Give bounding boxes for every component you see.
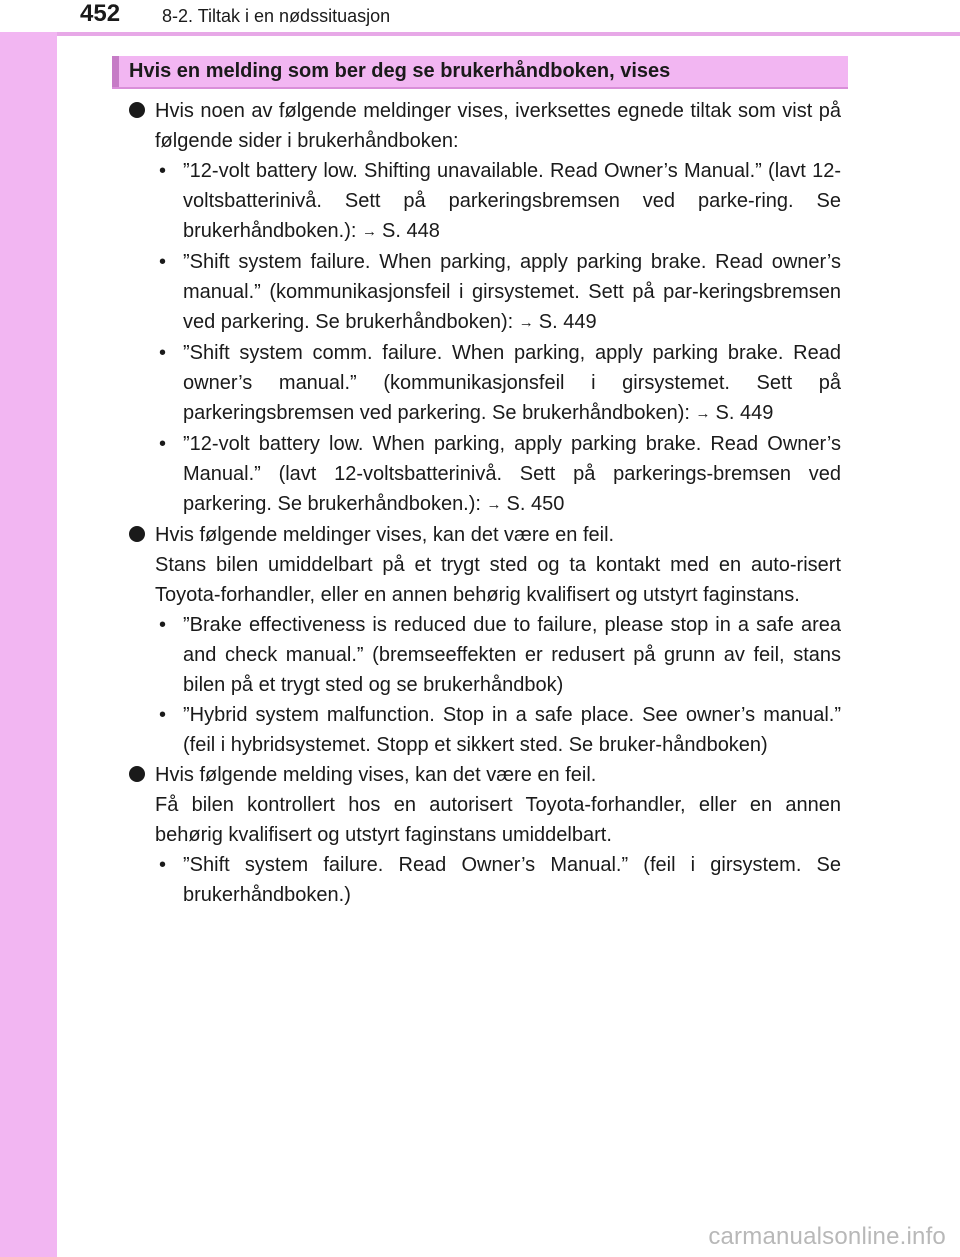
bullet-block-1 xyxy=(128,96,841,520)
list-bullet-icon: • xyxy=(159,160,167,182)
list-item-text: ”Shift system failure. When parking, apply parking brake. Read owner’s manual.” (kommunikasjonsfeil i girsystemet. Sett på par-keringsbremsen ved parkering. Se brukerhåndboken): xyxy=(183,251,841,333)
main-content xyxy=(128,96,841,910)
page-reference[interactable]: S. 450 xyxy=(506,493,565,515)
list-item-text: ”Shift system failure. Read Owner’s Manual.” (feil i girsystem. Se brukerhåndboken.) xyxy=(183,854,841,906)
list-bullet-icon: • xyxy=(159,614,167,636)
block-detail: Stans bilen umiddelbart på et trygt sted og ta kontakt med en auto-risert Toyota-forhandler, eller en annen behørig kvalifisert og utstyrt faginstans. xyxy=(155,554,841,606)
page-number: 452 xyxy=(0,0,140,32)
list-bullet-icon: • xyxy=(159,704,167,726)
title-banner-text: Hvis en melding som ber deg se brukerhåndboken, vises xyxy=(129,60,671,82)
list-item-text: ”Shift system comm. failure. When parking, apply parking brake. Read owner’s manual.” (kommunikasjonsfeil i girsystemet. Sett på parkeringsbremsen ved parkering. Se brukerhåndboken): xyxy=(183,342,841,424)
arrow-right-icon: → xyxy=(362,223,378,240)
list-item xyxy=(158,429,841,520)
title-banner-edge xyxy=(112,56,119,87)
list-item xyxy=(158,700,841,760)
list-item xyxy=(158,247,841,338)
list-bullet-icon: • xyxy=(159,251,167,273)
list-item-text: ”12-volt battery low. When parking, apply parking brake. Read Owner’s Manual.” (lavt 12-voltsbatterinivå. Sett på parkerings-bremsen ved parkering. Se brukerhåndboken.): xyxy=(183,433,841,515)
list-bullet-icon: • xyxy=(159,854,167,876)
bullet-icon xyxy=(129,766,145,782)
block-intro: Hvis følgende meldinger vises, kan det være en feil. xyxy=(155,524,615,546)
list-item-text: ”Brake effectiveness is reduced due to failure, please stop in a safe area and check manual.” (bremseeffekten er redusert på grunn av feil, stans bilen på et trygt sted og se brukerhåndbok) xyxy=(183,614,841,696)
block-intro: Hvis følgende melding vises, kan det være en feil. xyxy=(155,764,597,786)
bullet-block-2 xyxy=(128,520,841,760)
page-reference[interactable]: S. 449 xyxy=(538,311,597,333)
list-item xyxy=(158,156,841,247)
bullet-block-3 xyxy=(128,760,841,910)
bullet-icon xyxy=(129,102,145,118)
list-item xyxy=(158,850,841,910)
page-reference[interactable]: S. 448 xyxy=(382,220,440,242)
header-divider xyxy=(57,32,960,36)
block-detail: Få bilen kontrollert hos en autorisert Toyota-forhandler, eller en annen behørig kvalifisert og utstyrt faginstans umiddelbart. xyxy=(155,794,841,846)
title-banner xyxy=(112,56,848,89)
list-bullet-icon: • xyxy=(159,342,167,364)
bullet-icon xyxy=(129,526,145,542)
list-item-text: ”12-volt battery low. Shifting unavailable. Read Owner’s Manual.” (lavt 12-voltsbatterinivå. Sett på parkeringsbremsen ved parke-ring. Se brukerhåndboken.): xyxy=(183,160,841,242)
arrow-right-icon: → xyxy=(518,314,534,331)
section-title: 8-2. Tiltak i en nødssituasjon xyxy=(162,6,391,26)
list-item-text: ”Hybrid system malfunction. Stop in a safe place. See owner’s manual.” (feil i hybridsystemet. Stopp et sikkert sted. Se bruker-håndboken) xyxy=(183,704,841,756)
page-reference[interactable]: S. 449 xyxy=(715,402,774,424)
list-bullet-icon: • xyxy=(159,433,167,455)
watermark: carmanualsonline.info xyxy=(708,1223,946,1250)
block-intro: Hvis noen av følgende meldinger vises, iverksettes egnede tiltak som vist på følgende sider i brukerhåndboken: xyxy=(155,100,841,152)
side-color-strip xyxy=(0,0,57,1257)
arrow-right-icon: → xyxy=(486,496,502,513)
list-item xyxy=(158,338,841,429)
list-item xyxy=(158,610,841,700)
arrow-right-icon: → xyxy=(695,405,711,422)
